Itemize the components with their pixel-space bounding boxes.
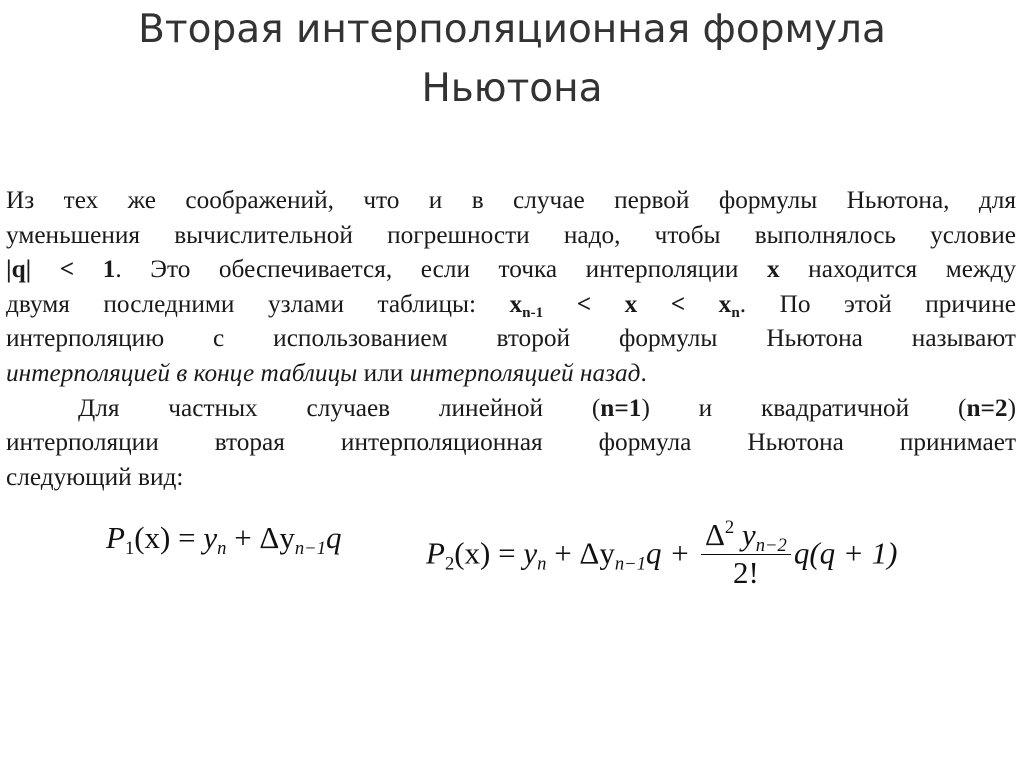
n-equals-2: n=2 <box>966 393 1008 422</box>
p1-line-4 <box>6 287 1016 322</box>
paragraph-2 <box>6 391 1016 495</box>
f1-q: q <box>326 520 342 555</box>
title-line-2: Ньютона <box>421 66 603 111</box>
p1-line-4-text: двумя последними узлами таблицы: <box>6 289 510 318</box>
p1-line-4-end: . По этой причине <box>739 289 1016 318</box>
f2-num-y: y <box>734 517 756 552</box>
f2-num-delta: Δ <box>704 517 725 552</box>
f2-sub-n: n <box>537 553 547 575</box>
x-n-sub: n <box>731 303 740 321</box>
formula-p1 <box>106 520 342 559</box>
p1-line-6 <box>6 356 1016 391</box>
p1-line-5: интерполяцию с использованием второй формулы Ньютона называют <box>6 324 1016 353</box>
lt-x-lt: < x < <box>543 289 719 318</box>
f1-sub-1: 1 <box>124 538 135 559</box>
p2-line-1-b: ) и квадратичной ( <box>641 393 967 422</box>
f2-sub-n1: n−1 <box>614 553 647 575</box>
var-x: x <box>766 255 780 284</box>
f1-sub-n1: n−1 <box>294 538 327 559</box>
body-text <box>6 183 1016 494</box>
f2-P: P <box>426 535 445 571</box>
p2-line-2: интерполяции вторая интерполяционная формула Ньютона принимает <box>6 428 1016 457</box>
x-n-1-sub: n-1 <box>522 303 544 321</box>
f2-y: y <box>523 535 538 571</box>
p2-line-3: следующий вид: <box>6 462 184 491</box>
f2-sub-2: 2 <box>444 553 455 575</box>
f2-fraction <box>701 518 791 591</box>
f2-delta: + Δy <box>546 535 615 571</box>
paragraph-1 <box>6 183 1016 391</box>
var-x-n-1 <box>509 289 544 321</box>
f2-q-plus: q + <box>646 535 698 571</box>
f2-numerator <box>701 518 791 555</box>
f2-arg: (x) = <box>454 535 524 571</box>
p2-line-1-c: ) <box>1007 393 1017 422</box>
p1-or: или <box>357 358 410 387</box>
p1-line-2: уменьшения вычислительной погрешности надо, чтобы выполнялось условие <box>6 220 1016 249</box>
x-n-1-base: x <box>509 289 523 318</box>
p2-line-1 <box>6 391 1016 426</box>
term-end-table: интерполяцией в конце таблицы <box>6 358 358 387</box>
term-backward: интерполяцией назад <box>409 358 641 387</box>
n-equals-1: n=1 <box>600 393 642 422</box>
p1-line-3-text: . Это обеспечивается, если точка интерполяции <box>115 255 767 284</box>
p1-line-1: Из тех же соображений, что и в случае первой формулы Ньютона, для <box>6 186 1016 214</box>
p2-line-1-a: Для частных случаев линейной ( <box>78 393 601 422</box>
p1-period: . <box>640 358 647 387</box>
f1-P: P <box>106 520 125 555</box>
f2-denominator: 2! <box>732 555 759 590</box>
formula-p2 <box>426 517 898 593</box>
f2-tail: q(q + 1) <box>793 535 898 571</box>
var-x-n <box>718 289 740 321</box>
f1-sub-n: n <box>217 538 227 559</box>
p1-line-3-end: находится между <box>779 255 1016 284</box>
f2-num-sub: n−2 <box>755 535 787 556</box>
p1-line-3 <box>6 252 1016 287</box>
slide-title <box>40 0 984 118</box>
f1-delta: + Δy <box>226 520 295 555</box>
title-line-1: Вторая интерполяционная формула <box>138 7 886 52</box>
f2-num-sup: 2 <box>724 517 735 538</box>
x-n-base: x <box>718 289 732 318</box>
condition-q: |q| < 1 <box>6 255 116 284</box>
f1-y: y <box>203 520 218 555</box>
f1-arg: (x) = <box>134 520 204 555</box>
formulas <box>100 500 940 590</box>
